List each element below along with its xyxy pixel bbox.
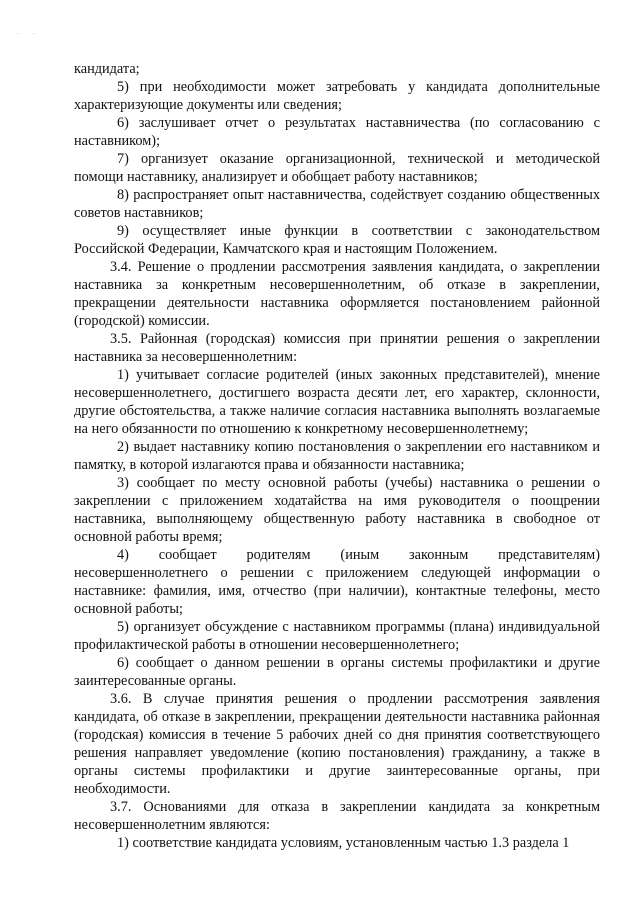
paragraph: кандидата; <box>74 61 140 77</box>
paragraph: 3.6. В случае принятия решения о продлении рассмотрения заявления кандидата, об отказе в закреплении, прекращении деятельности наставника районная (городская) комиссия в течение 5 рабочих дней со дня принятия соответствующего решения направляет уведомление (копию постановления) гражданину, а также в органы системы профилактики и другие заинтересованные органы, при необходимости. <box>74 691 600 797</box>
paragraph: 6) заслушивает отчет о результатах наставничества (по согласованию с наставником); <box>74 115 600 149</box>
paragraph: 7) организует оказание организационной, технической и методической помощи наставнику, анализирует и обобщает работу наставников; <box>74 151 600 185</box>
paragraph: 9) осуществляет иные функции в соответствии с законодательством Российской Федерации, Камчатского края и настоящим Положением. <box>74 223 600 257</box>
paragraph: 3.4. Решение о продлении рассмотрения заявления кандидата, о закреплении наставника за конкретным несовершеннолетним, об отказе в закреплении, прекращении деятельности наставника оформляется постановлением районной (городской) комиссии. <box>74 259 600 329</box>
paragraph: 1) соответствие кандидата условиям, установленным частью 1.3 раздела 1 <box>117 835 570 851</box>
paragraph: 6) сообщает о данном решении в органы системы профилактики и другие заинтересованные органы. <box>74 655 600 689</box>
paragraph: 8) распространяет опыт наставничества, содействует созданию общественных советов наставников; <box>74 187 600 221</box>
paragraph: 2) выдает наставнику копию постановления о закреплении его наставником и памятку, в которой излагаются права и обязанности наставника; <box>74 439 600 473</box>
paragraph: 5) при необходимости может затребовать у кандидата дополнительные характеризующие документы или сведения; <box>74 79 600 113</box>
document-body <box>74 60 600 852</box>
paragraph: 1) учитывает согласие родителей (иных законных представителей), мнение несовершеннолетнего, достигшего возраста десяти лет, его характер, склонности, другие обстоятельства, а также наличие согласия наставника выполнять возлагаемые на него обязанности по отношению к конкретному несовершеннолетнему; <box>74 367 600 437</box>
paragraph: 4) сообщает родителям (иным законным представителям) несовершеннолетнего о решении с приложением следующей информации о наставнике: фамилия, имя, отчество (при наличии), контактные телефоны, место основной работы; <box>74 547 600 617</box>
paragraph: 5) организует обсуждение с наставником программы (плана) индивидуальной профилактической работы в отношении несовершеннолетнего; <box>74 619 600 653</box>
scan-marks: · · <box>17 31 41 38</box>
paragraph: 3.7. Основаниями для отказа в закреплении кандидата за конкретным несовершеннолетним являются: <box>74 799 600 833</box>
paragraph: 3.5. Районная (городская) комиссия при принятии решения о закреплении наставника за несовершеннолетним: <box>74 331 600 365</box>
paragraph: 3) сообщает по месту основной работы (учебы) наставника о решении о закреплении с приложением ходатайства на имя руководителя о поощрении наставника, выполняющему общественную работу наставника в свободное от основной работы время; <box>74 475 600 545</box>
